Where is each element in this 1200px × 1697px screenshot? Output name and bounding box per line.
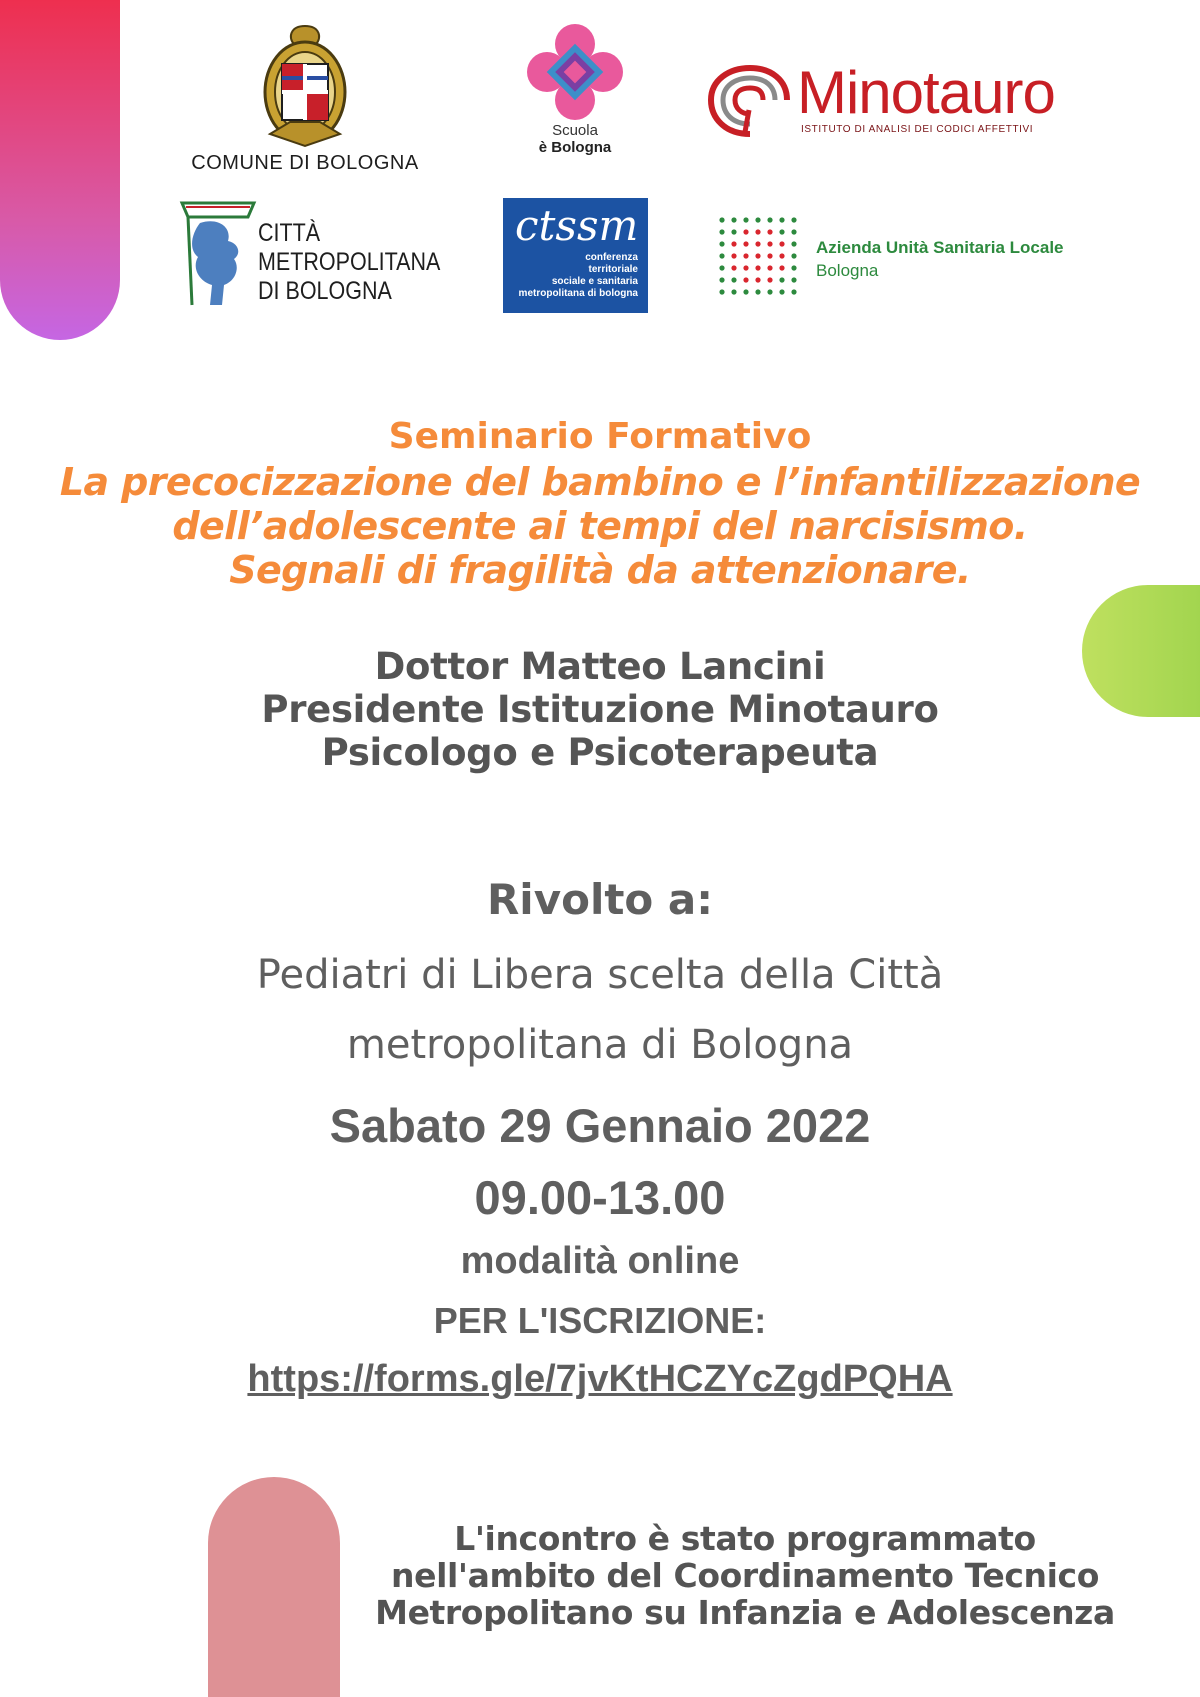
ctssm-line: territoriale bbox=[588, 264, 638, 275]
comune-label: COMUNE DI BOLOGNA bbox=[191, 152, 419, 174]
footer-line: L'incontro è stato programmato bbox=[454, 1519, 1036, 1558]
scuola-bologna-emblem-icon bbox=[525, 22, 625, 122]
citta-line: DI BOLOGNA bbox=[258, 277, 392, 305]
footer-line: nell'ambito del Coordinamento Tecnico bbox=[391, 1556, 1099, 1595]
audience-line: Pediatri di Libera scelta della Città bbox=[256, 952, 944, 998]
scuola-line2: è Bologna bbox=[538, 139, 612, 156]
bologna-crest-icon bbox=[260, 22, 350, 150]
footer-note bbox=[340, 1520, 1150, 1631]
seminar-title bbox=[0, 460, 1200, 592]
ctssm-line: sociale e sanitaria bbox=[551, 276, 638, 287]
ausl-line1: Azienda Unità Sanitaria Locale bbox=[816, 238, 1064, 257]
citta-line: CITTÀ bbox=[258, 219, 321, 247]
decorative-pink-bar-bottom bbox=[208, 1477, 340, 1697]
citta-line: METROPOLITANA bbox=[258, 248, 441, 276]
seminar-title-line: La precocizzazione del bambino e l’infantilizzazione bbox=[59, 460, 1141, 504]
seminar-title-line: dell’adolescente ai tempi del narcisismo. bbox=[172, 504, 1028, 548]
seminar-kicker: Seminario Formativo bbox=[388, 416, 812, 457]
logo-citta-metropolitana bbox=[178, 197, 441, 312]
registration-link[interactable]: https://forms.gle/7jvKtHCZYcZgdPQHA bbox=[247, 1358, 953, 1400]
speaker-role: Presidente Istituzione Minotauro bbox=[261, 688, 939, 731]
decorative-gradient-bar-top-left bbox=[0, 0, 120, 340]
event-date: Sabato 29 Gennaio 2022 bbox=[329, 1099, 871, 1152]
event-time: 09.00-13.00 bbox=[474, 1171, 726, 1224]
speaker-profession: Psicologo e Psicoterapeuta bbox=[321, 731, 879, 774]
minotauro-name: Minotauro bbox=[797, 59, 1055, 126]
ctssm-line: metropolitana di bologna bbox=[518, 288, 638, 299]
logo-minotauro bbox=[705, 59, 1065, 142]
audience-text bbox=[0, 940, 1200, 1080]
audience-label: Rivolto a: bbox=[486, 875, 714, 924]
ausl-line2: Bologna bbox=[816, 261, 879, 280]
logo-ctssm bbox=[503, 198, 648, 313]
ctssm-acronym: ctssm bbox=[515, 201, 639, 250]
registration-label: PER L'ISCRIZIONE: bbox=[433, 1300, 767, 1341]
logo-ausl-bologna bbox=[716, 214, 1096, 299]
citta-text-block bbox=[258, 219, 440, 306]
lion-liberta-icon bbox=[178, 197, 258, 309]
minotauro-subtitle: ISTITUTO DI ANALISI DEI CODICI AFFETTIVI bbox=[801, 124, 1034, 135]
audience-line: metropolitana di Bologna bbox=[346, 1022, 854, 1068]
minotauro-spiral-icon bbox=[705, 62, 795, 142]
speaker-block bbox=[0, 645, 1200, 774]
logo-comune-di-bologna bbox=[180, 22, 430, 182]
scuola-line1: Scuola bbox=[552, 122, 598, 139]
event-mode: modalità online bbox=[460, 1240, 740, 1282]
speaker-name: Dottor Matteo Lancini bbox=[374, 645, 826, 688]
footer-line: Metropolitano su Infanzia e Adolescenza bbox=[375, 1593, 1115, 1632]
logo-scuola-e-bologna bbox=[515, 22, 635, 172]
seminar-title-line: Segnali di fragilità da attenzionare. bbox=[229, 548, 971, 592]
ctssm-line: conferenza bbox=[585, 252, 638, 263]
ausl-dot-grid-icon bbox=[716, 214, 802, 300]
